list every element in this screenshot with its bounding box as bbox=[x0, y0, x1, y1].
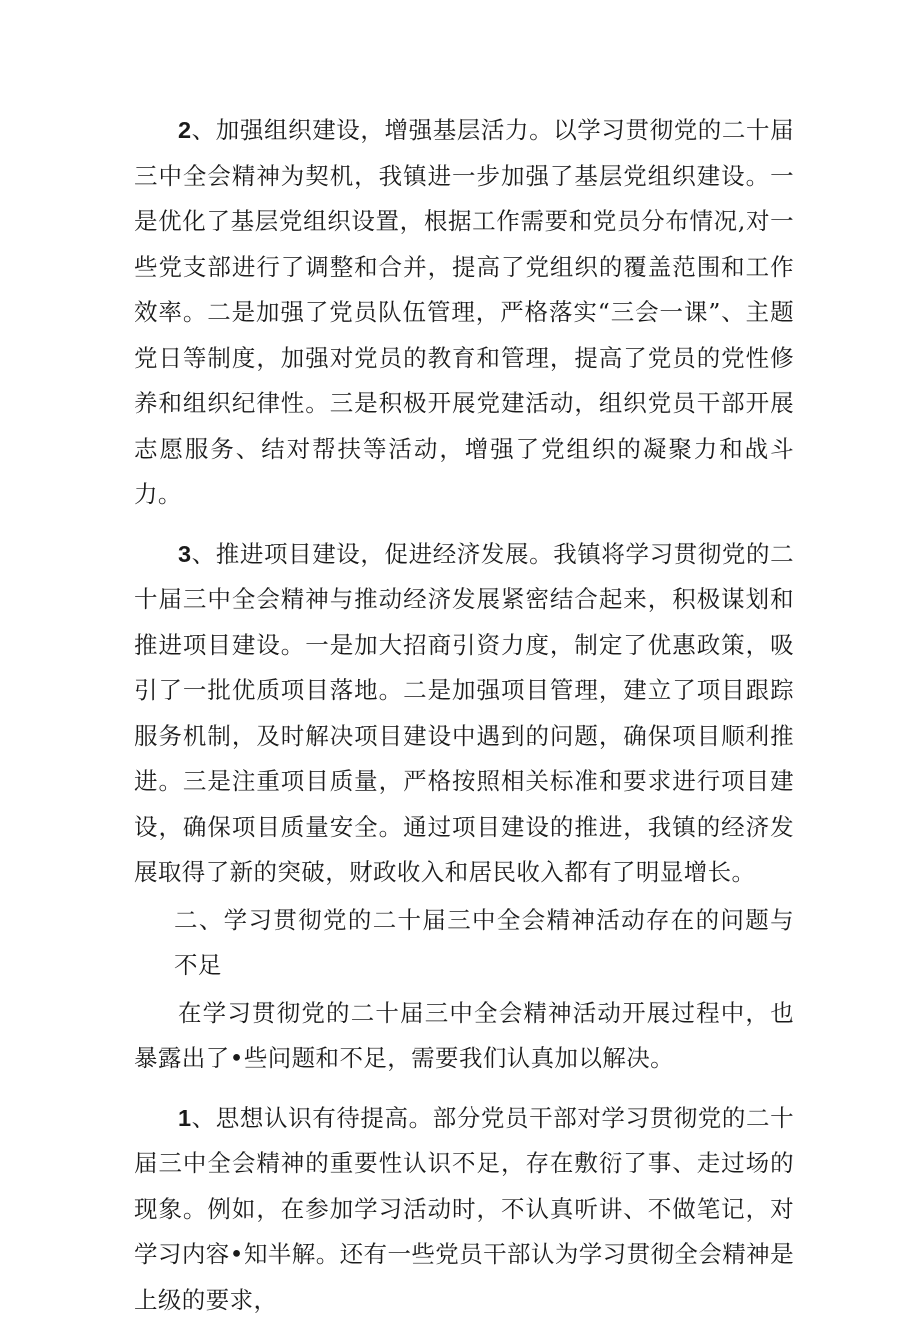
paragraph-projects bbox=[134, 532, 794, 896]
item-number: 2 bbox=[178, 117, 191, 143]
paragraph-organization bbox=[134, 108, 794, 518]
paragraph-text: 、思想认识有待提高。部分党员干部对学习贯彻党的二十届三中全会精神的重要性认识不足，存在敷衍了事、走过场的现象。例如，在参加学习活动时，不认真听讲、不做笔记，对学习内容•知半解。还有一些党员干部认为学习贯彻全会精神是上级的要求， bbox=[134, 1104, 794, 1314]
document-body bbox=[134, 108, 794, 1323]
paragraph-item-1 bbox=[134, 1096, 794, 1323]
item-number: 1 bbox=[178, 1105, 191, 1131]
section-heading: 二、学习贯彻党的二十届三中全会精神活动存在的问题与不足 bbox=[174, 898, 794, 989]
paragraph-text: 、推进项目建设，促进经济发展。我镇将学习贯彻党的二十届三中全会精神与推动经济发展紧密结合起来，积极谋划和推进项目建设。一是加大招商引资力度，制定了优惠政策，吸引了一批优质项目落地。二是加强项目管理，建立了项目跟踪服务机制，及时解决项目建设中遇到的问题，确保项目顺利推进。三是注重项目质量，严格按照相关标准和要求进行项目建设，确保项目质量安全。通过项目建设的推进，我镇的经济发展取得了新的突破，财政收入和居民收入都有了明显增长。 bbox=[134, 540, 794, 887]
item-number: 3 bbox=[178, 541, 191, 567]
paragraph-text: 、加强组织建设，增强基层活力。以学习贯彻党的二十届三中全会精神为契机，我镇进一步加强了基层党组织建设。一是优化了基层党组织设置，根据工作需要和党员分布情况,对一些党支部进行了调整和合并，提高了党组织的覆盖范围和工作效率。二是加强了党员队伍管理，严格落实“三会一课”、主题党日等制度，加强对党员的教育和管理，提高了党员的党性修养和组织纪律性。三是积极开展党建活动，组织党员干部开展志愿服务、结对帮扶等活动，增强了党组织的凝聚力和战斗力。 bbox=[134, 116, 794, 508]
paragraph-intro: 在学习贯彻党的二十届三中全会精神活动开展过程中，也暴露出了•些问题和不足，需要我们认真加以解决。 bbox=[134, 991, 794, 1082]
